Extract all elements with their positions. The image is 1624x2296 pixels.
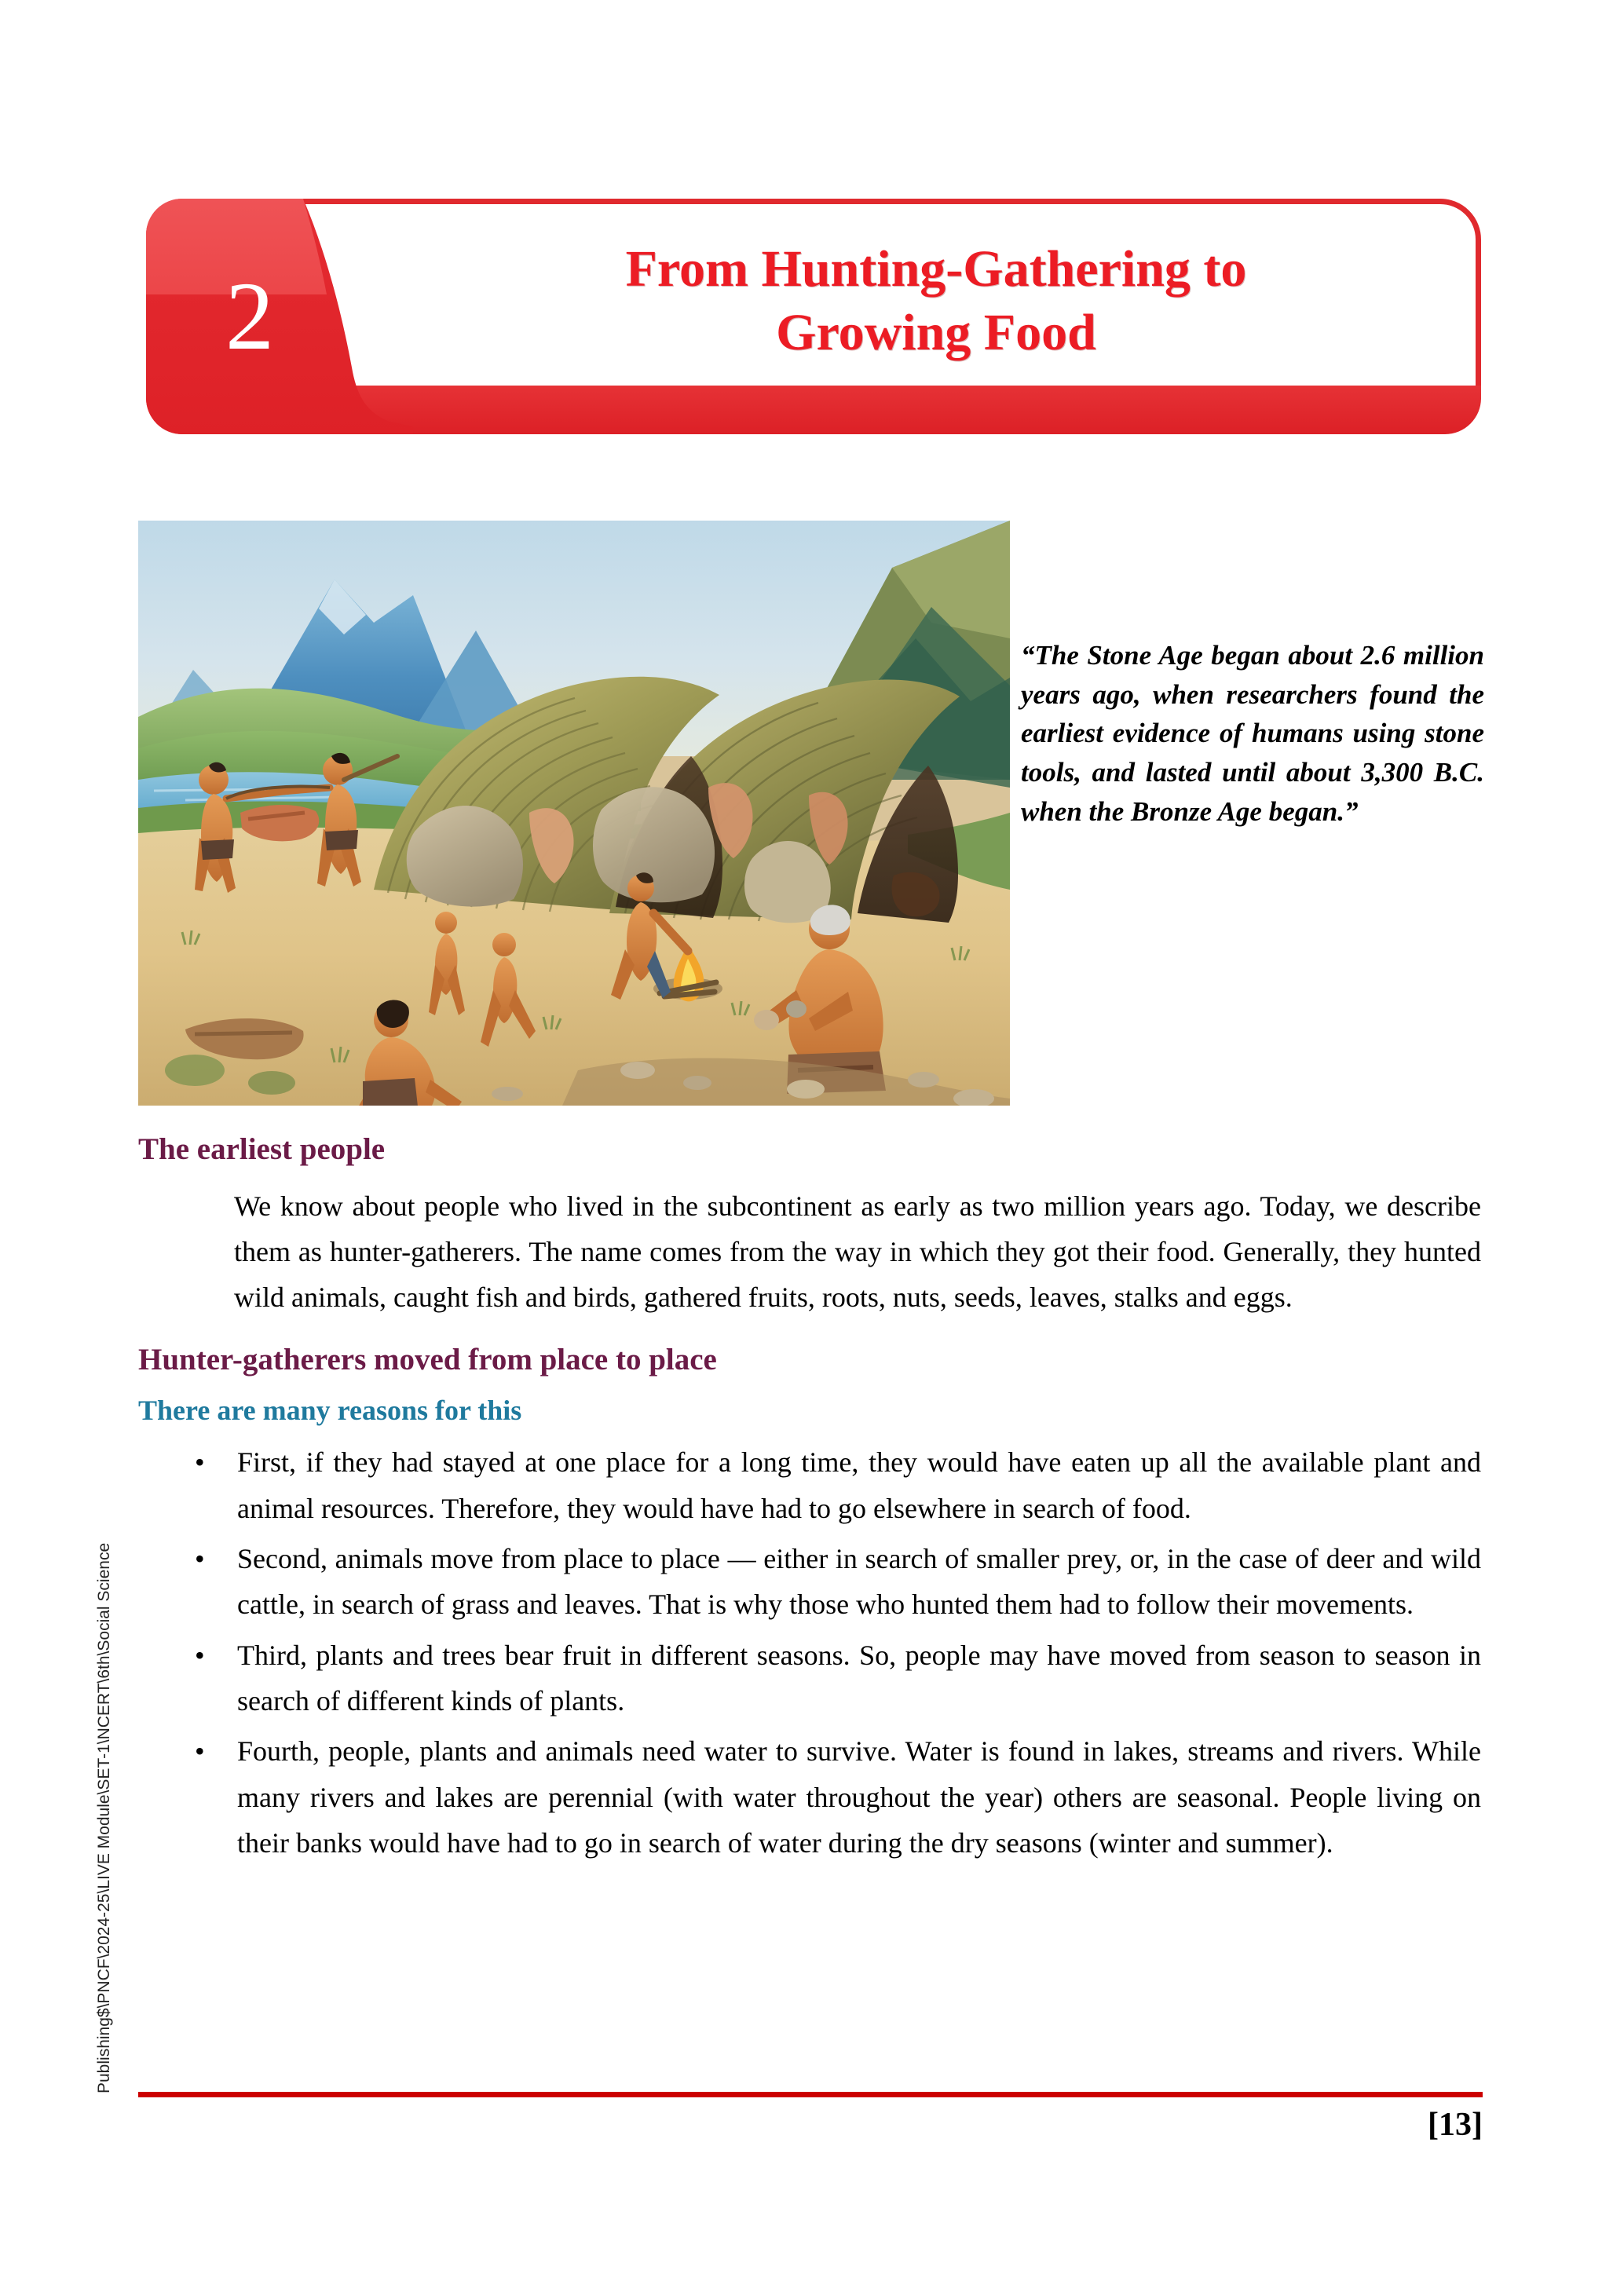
- list-item: [188, 1632, 1481, 1724]
- bullet-icon: •: [195, 1639, 205, 1671]
- list-item-text: Third, plants and trees bear fruit in different seasons. So, people may have moved from season to season in search of different kinds of plants.: [237, 1639, 1481, 1717]
- stone-age-camp-scene: [138, 521, 1010, 1106]
- chapter-number-tab: [146, 199, 413, 434]
- bullet-icon: •: [195, 1446, 205, 1479]
- section-heading-moved-from-place-to-place: Hunter-gatherers moved from place to place: [138, 1342, 717, 1377]
- stone-age-quote-block: [1021, 636, 1484, 831]
- subsection-heading-many-reasons: There are many reasons for this: [138, 1395, 522, 1427]
- section-heading-earliest-people: The earliest people: [138, 1132, 386, 1166]
- bullet-icon: •: [195, 1735, 205, 1768]
- chapter-banner: [146, 199, 1481, 434]
- reasons-list: [138, 1439, 1481, 1866]
- list-item-text: Fourth, people, plants and animals need water to survive. Water is found in lakes, streams and rivers. While many rivers and lakes are perennial (with water throughout the year) others are seasonal. People living on their banks would have had to go in search of water during the dry seasons (winter and summer).: [237, 1735, 1481, 1859]
- list-item: [188, 1728, 1481, 1866]
- chapter-title-line-1: From Hunting-Gathering to: [625, 240, 1247, 298]
- list-item: [188, 1536, 1481, 1628]
- file-path-watermark: Publishing$\PNCF\2024-25\LIVE Module\SET-1\NCERT\6th\Social Science: [95, 1542, 113, 2093]
- chapter-body: [138, 1131, 1481, 1870]
- section-paragraph-earliest-people: We know about people who lived in the subcontinent as early as two million years ago. Today, we describe them as hunter-gatherers. The name comes from the way in which they got their food. Generally, they hunted wild animals, caught fish and birds, gathered fruits, roots, nuts, seeds, leaves, stalks and eggs.: [234, 1190, 1481, 1314]
- chapter-number: 2: [225, 262, 274, 370]
- page-number: [13]: [1428, 2107, 1483, 2143]
- footer-divider: [138, 2092, 1483, 2097]
- stone-age-quote-text: “The Stone Age began about 2.6 million years ago, when researchers found the earliest evidence of humans using stone tools, and lasted until about 3,300 B.C. when the Bronze Age began.”: [1021, 640, 1484, 827]
- chapter-illustration: [138, 521, 1010, 1106]
- chapter-title: [419, 218, 1453, 386]
- chapter-title-line-2: Growing Food: [776, 304, 1096, 361]
- list-item: [188, 1439, 1481, 1531]
- list-item-text: Second, animals move from place to place — either in search of smaller prey, or, in the case of deer and wild cattle, in search of grass and leaves. That is why those who hunted them had to follow their movements.: [237, 1543, 1481, 1621]
- bullet-icon: •: [195, 1543, 205, 1575]
- list-item-text: First, if they had stayed at one place for a long time, they would have eaten up all the available plant and animal resources. Therefore, they would have had to go elsewhere in search of food.: [237, 1446, 1481, 1524]
